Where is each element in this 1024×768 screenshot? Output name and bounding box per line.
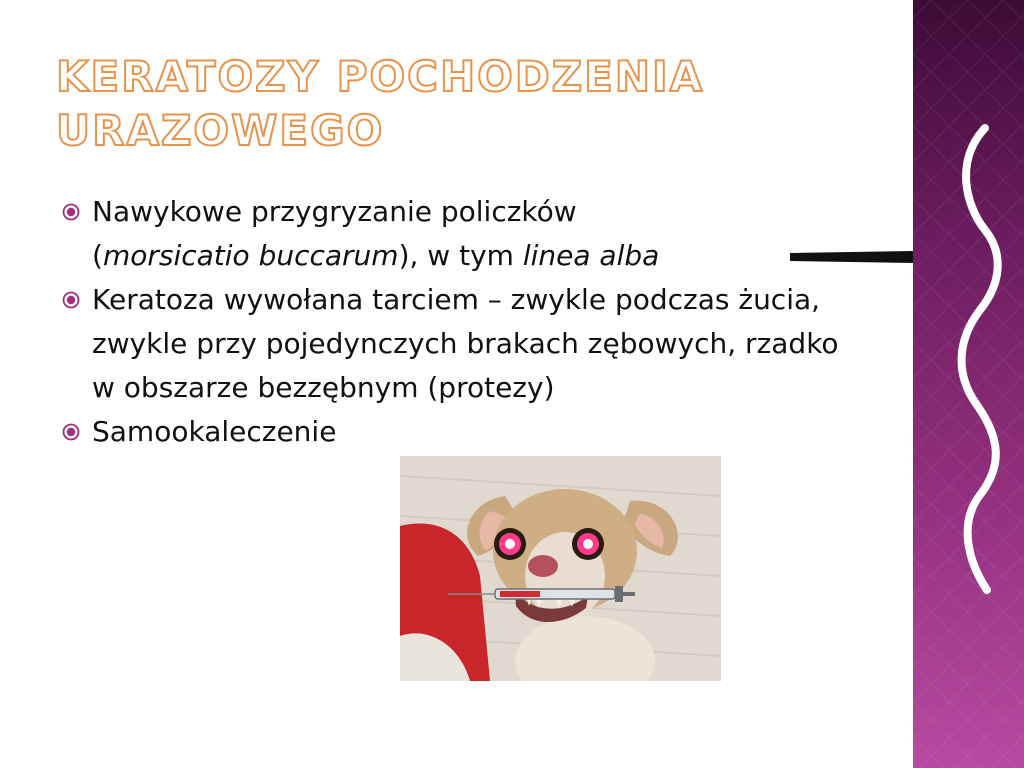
bullet-item-friction-keratosis [62, 278, 862, 410]
bullet-text-paren: ( [92, 239, 103, 272]
slide-title-line-2: URAZOWEGO [56, 106, 385, 155]
bullet-text-line-1: Nawykowe przygryzanie policzków [92, 195, 577, 228]
bullet-term-morsicatio: morsicatio buccarum [102, 239, 399, 272]
slide-title [56, 50, 876, 158]
bullet-icon [62, 203, 80, 221]
bullet-text: Keratoza wywołana tarciem – zwykle podczas żucia, zwykle przy pojedynczych brakach zębowych, rzadko w obszarze bezzębnym (protezy) [92, 283, 839, 404]
bullet-icon [62, 423, 80, 441]
wavy-line-decoration [945, 120, 1015, 600]
bullet-item-habitual-biting [62, 190, 862, 278]
bullet-term-linea-alba: linea alba [522, 239, 660, 272]
bullet-icon [62, 291, 80, 309]
bullet-list [62, 190, 862, 454]
bullet-item-self-injury [62, 410, 862, 454]
bullet-text: Samookaleczenie [92, 415, 337, 448]
dog-with-syringe-photo [400, 456, 721, 681]
dog-illustration [400, 456, 721, 681]
bullet-text-mid: ), w tym [398, 239, 523, 272]
slide-title-line-1: KERATOZY POCHODZENIA [56, 52, 705, 101]
